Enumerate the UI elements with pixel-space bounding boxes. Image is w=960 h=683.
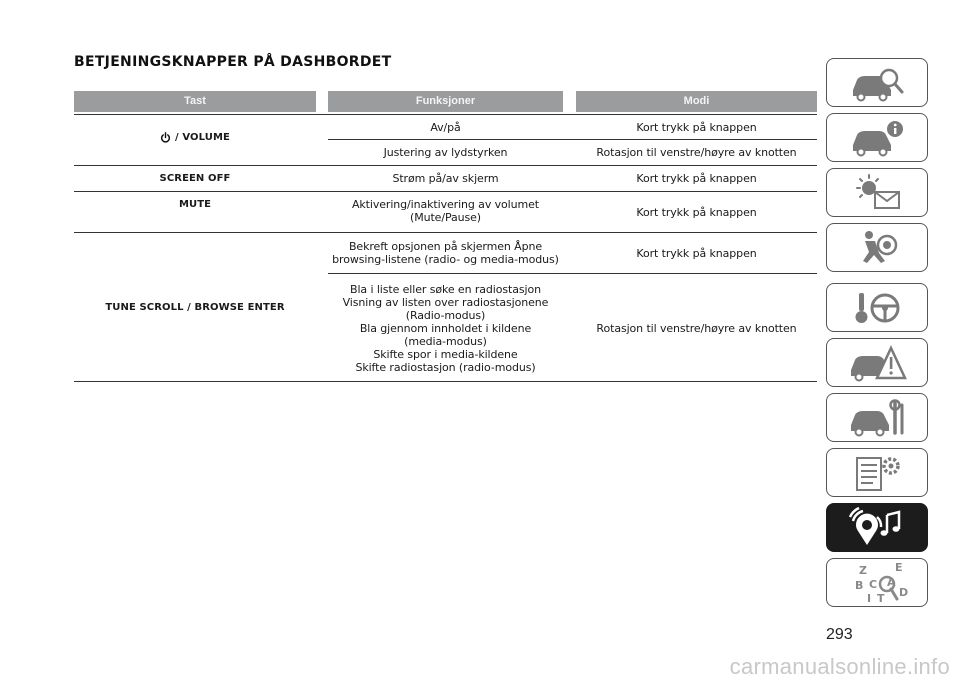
- key-volume: [74, 115, 316, 160]
- function-line: browsing-listene (radio- og media-modus): [332, 253, 559, 266]
- function-line: Bekreft opsjonen på skjermen Åpne: [348, 240, 543, 253]
- table-header: [74, 91, 817, 112]
- nav-tab-technical[interactable]: [826, 448, 928, 497]
- warning-lights-message-icon: [847, 172, 907, 214]
- function-line: Skifte radiostasjon (radio-modus): [355, 360, 536, 374]
- nav-tab-safety[interactable]: [826, 223, 928, 272]
- svg-text:E: E: [895, 560, 903, 574]
- svg-text:B: B: [855, 578, 864, 592]
- nav-tab-multimedia[interactable]: [826, 503, 928, 552]
- section-title: BETJENINGSKNAPPER PÅ DASHBORDET: [74, 54, 392, 70]
- controls-table: [74, 91, 817, 374]
- function-line: Bla gjennom innholdet i kildene: [359, 321, 532, 335]
- nav-tab-warnings[interactable]: [826, 168, 928, 217]
- key-mute: MUTE: [178, 198, 212, 210]
- svg-text:A: A: [887, 575, 896, 589]
- mode-cell: Kort trykk på knappen: [636, 246, 757, 260]
- index-icon: [847, 562, 907, 604]
- watermark: carmanualsonline.info: [729, 654, 950, 679]
- function-cell: [328, 192, 563, 230]
- nav-tab-emergency[interactable]: [826, 338, 928, 387]
- mode-cell: Kort trykk på knappen: [636, 205, 757, 219]
- technical-data-icon: [847, 452, 907, 494]
- nav-tab-vehicle-info[interactable]: [826, 113, 928, 162]
- nav-tab-index[interactable]: [826, 558, 928, 607]
- function-line: Bla i liste eller søke en radiostasjon: [350, 282, 541, 296]
- mode-cell: Rotasjon til venstre/høyre av knotten: [596, 145, 797, 159]
- function-line: (Mute/Pause): [410, 211, 481, 224]
- header-key: Tast: [74, 91, 316, 112]
- emergency-icon: [847, 342, 907, 384]
- function-cell: Strøm på/av skjerm: [392, 171, 499, 185]
- nav-tab-maintenance[interactable]: [826, 393, 928, 442]
- svg-text:Z: Z: [859, 563, 867, 577]
- function-line: Skifte spor i media-kildene: [373, 347, 518, 361]
- car-search-icon: [847, 62, 907, 104]
- function-line: (media-modus): [404, 334, 487, 348]
- multimedia-icon: [847, 507, 907, 549]
- maintenance-icon: [847, 397, 907, 439]
- mode-cell: Kort trykk på knappen: [636, 171, 757, 185]
- header-modes: Modi: [576, 91, 817, 112]
- car-info-icon: [847, 117, 907, 159]
- starting-driving-icon: [847, 287, 907, 329]
- svg-text:C: C: [869, 577, 878, 591]
- power-icon: [160, 132, 171, 143]
- key-screen-off: SCREEN OFF: [159, 172, 231, 184]
- svg-text:I: I: [867, 591, 872, 605]
- key-tune-scroll: TUNE SCROLL / BROWSE ENTER: [105, 301, 285, 313]
- function-cell: Av/på: [430, 120, 461, 134]
- function-line: Aktivering/inaktivering av volumet: [351, 198, 539, 211]
- row-divider: [74, 381, 817, 382]
- mode-cell: Rotasjon til venstre/høyre av knotten: [596, 321, 797, 335]
- function-cell: [328, 275, 563, 381]
- page-number: 293: [826, 626, 853, 643]
- function-line: (Radio-modus): [405, 308, 486, 322]
- svg-text:T: T: [877, 591, 885, 605]
- mode-cell: Kort trykk på knappen: [636, 120, 757, 134]
- airbag-safety-icon: [847, 227, 907, 269]
- nav-tab-starting[interactable]: [826, 283, 928, 332]
- svg-text:D: D: [899, 585, 909, 599]
- header-functions: Funksjoner: [328, 91, 563, 112]
- function-line: Visning av listen over radiostasjonene: [342, 295, 549, 309]
- row-divider: [328, 273, 817, 274]
- key-volume-label: / VOLUME: [175, 132, 230, 143]
- function-cell: [328, 235, 563, 271]
- function-cell: Justering av lydstyrken: [383, 145, 508, 159]
- nav-tab-dashboard[interactable]: [826, 58, 928, 107]
